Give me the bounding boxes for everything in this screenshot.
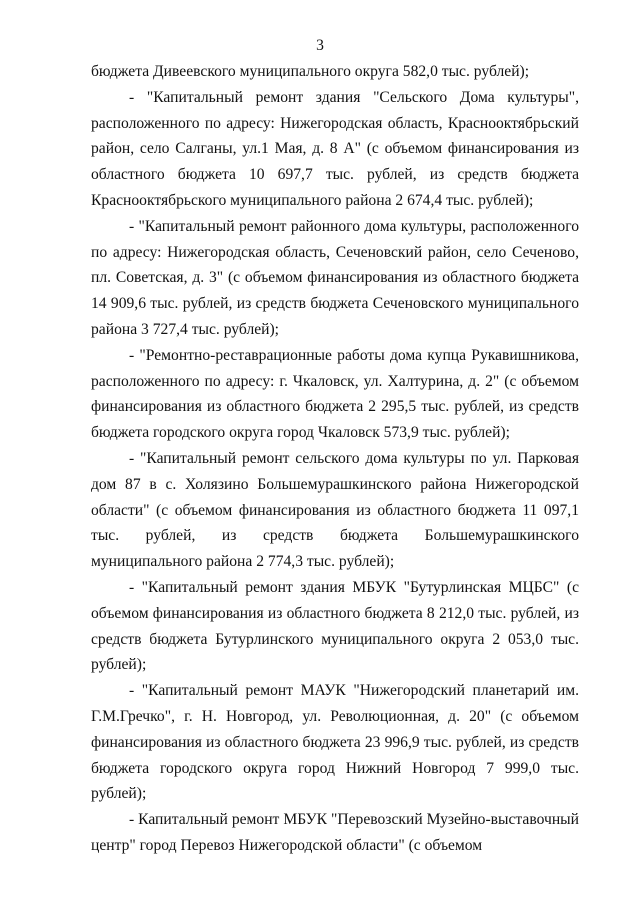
paragraph: - "Капитальный ремонт районного дома культуры, расположенного по адресу: Нижегородская область, Сеченовский район, село Сеченово, пл. Советская, д. 3" (с объемом финансирования из областного бюджета 14 909,6 тыс. рублей, из средств бюджета Сеченовского муниципального района 3 727,4 тыс. рублей);: [91, 217, 579, 338]
paragraph: - "Капитальный ремонт здания МБУК "Бутурлинская МЦБС" (с объемом финансирования из областного бюджета 8 212,0 тыс. рублей, из средств бюджета Бутурлинского муниципального округа 2 053,0 тыс. рублей);: [91, 578, 579, 674]
document-body: [91, 59, 579, 859]
page-number: 3: [316, 37, 324, 54]
paragraph: - "Капитальный ремонт МАУК "Нижегородский планетарий им. Г.М.Гречко", г. Н. Новгород, ул. Революционная, д. 20" (с объемом финансирования из областного бюджета 23 996,9 тыс. рублей, из средств бюджета городского округа город Нижний Новгород 7 999,0 тыс. рублей);: [91, 682, 579, 803]
paragraph: бюджета Дивеевского муниципального округа 582,0 тыс. рублей);: [91, 63, 530, 80]
paragraph: - "Капитальный ремонт здания "Сельского Дома культуры", расположенного по адресу: Нижегородская область, Краснооктябрьский район, село Салганы, ул.1 Мая, д. 8 А" (с объемом финансирования из областного бюджета 10 697,7 тыс. рублей, из средств бюджета Краснооктябрьского муниципального района 2 674,4 тыс. рублей);: [91, 88, 579, 209]
paragraph: - Капитальный ремонт МБУК "Перевозский Музейно-выставочный центр" город Перевоз Нижегородской области" (с объемом: [91, 811, 579, 854]
paragraph: - "Капитальный ремонт сельского дома культуры по ул. Парковая дом 87 в с. Холязино Большемурашкинского района Нижегородской области" (с объемом финансирования из областного бюджета 11 097,1 тыс. рублей, из средств бюджета Большемурашкинского муниципального района 2 774,3 тыс. рублей);: [91, 449, 579, 571]
paragraph: - "Ремонтно-реставрационные работы дома купца Рукавишникова, расположенного по адресу: г. Чкаловск, ул. Халтурина, д. 2" (с объемом финансирования из областного бюджета 2 295,5 тыс. рублей, из средств бюджета городского округа город Чкаловск 573,9 тыс. рублей);: [91, 346, 579, 442]
